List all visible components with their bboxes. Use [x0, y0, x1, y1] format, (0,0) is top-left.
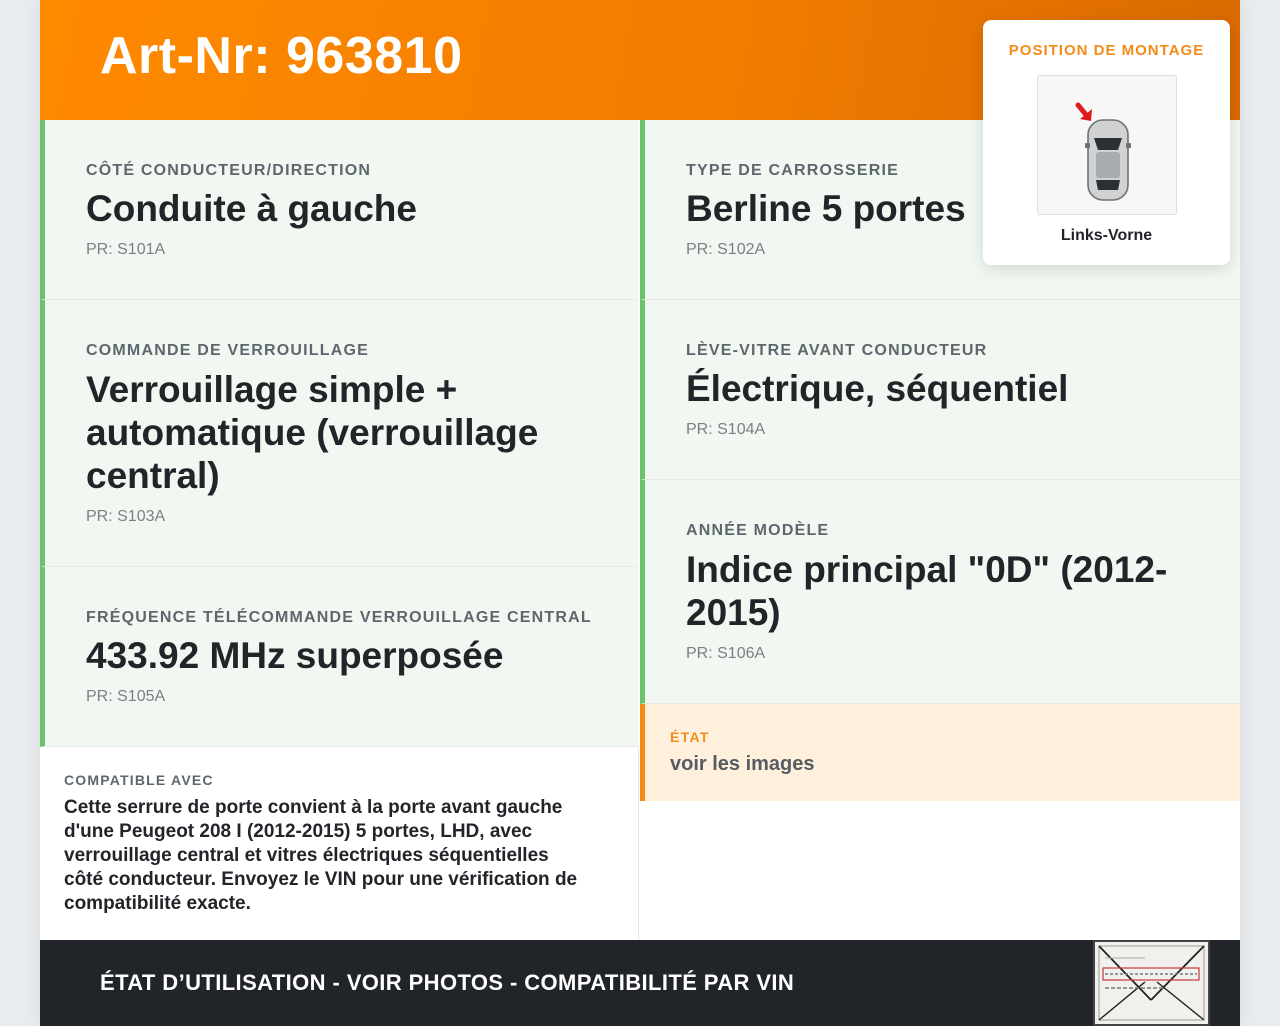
- mounting-position-card: [983, 20, 1230, 265]
- spec-pr-code: PR: S102A: [686, 241, 766, 258]
- mounting-position-label: Links-Vorne: [1060, 227, 1153, 244]
- spec-driver-side: [40, 120, 638, 300]
- spec-label: FRÉQUENCE TÉLÉCOMMANDE VERROUILLAGE CENTRAL: [86, 609, 592, 626]
- spec-pr-code: PR: S104A: [686, 421, 766, 438]
- mounting-position-title: POSITION DE MONTAGE: [1008, 42, 1205, 59]
- spec-value: [86, 368, 538, 497]
- spec-value: [686, 548, 1167, 634]
- spec-value-line: 2015): [686, 592, 781, 633]
- spec-window-lifter: [640, 300, 1240, 480]
- spec-pr-code: PR: S101A: [86, 241, 166, 258]
- condition-box: [640, 704, 1240, 801]
- spec-lock-control: [40, 300, 638, 567]
- compatibility-line: Cette serrure de porte convient à la porte avant gauche: [64, 797, 563, 818]
- spec-remote-frequency: [40, 567, 638, 747]
- spec-value-line: automatique (verrouillage: [86, 412, 539, 453]
- spec-model-year: [640, 480, 1240, 704]
- footer-bar: [40, 940, 1240, 1026]
- spec-pr-code: PR: S105A: [86, 688, 166, 705]
- compatibility-line: compatibilité exacte.: [64, 893, 251, 914]
- arrow-indicator-icon: [1078, 105, 1092, 121]
- spec-value-line: central): [86, 455, 220, 496]
- page-title: Art-Nr: 963810: [100, 27, 463, 85]
- spec-label: TYPE DE CARROSSERIE: [686, 162, 900, 179]
- compatibility-text: [64, 796, 619, 916]
- condition-label: ÉTAT: [670, 729, 710, 745]
- vehicle-document-thumbnail-icon[interactable]: [1093, 940, 1210, 1026]
- spec-pr-code: PR: S103A: [86, 508, 166, 525]
- spec-value: Électrique, séquentiel: [686, 368, 1069, 409]
- car-top-view-icon: [1037, 75, 1177, 215]
- spec-label: CÔTÉ CONDUCTEUR/DIRECTION: [86, 162, 372, 179]
- compatibility-label: COMPATIBLE AVEC: [64, 772, 214, 788]
- compatibility-section: [40, 747, 639, 940]
- compatibility-line: verrouillage central et vitres électriques séquentielles: [64, 845, 549, 866]
- spec-label: ANNÉE MODÈLE: [686, 522, 830, 539]
- spec-value: Berline 5 portes: [686, 188, 966, 229]
- compatibility-line: côté conducteur. Envoyez le VIN pour une vérification de: [64, 869, 578, 890]
- spec-value-line: Verrouillage simple +: [86, 369, 458, 410]
- spec-label: COMMANDE DE VERROUILLAGE: [86, 342, 370, 359]
- compatibility-line: d'une Peugeot 208 I (2012-2015) 5 portes, LHD, avec: [64, 821, 533, 842]
- spec-value: 433.92 MHz superposée: [86, 635, 504, 676]
- spec-value: Conduite à gauche: [86, 188, 417, 229]
- spec-pr-code: PR: S106A: [686, 645, 766, 662]
- condition-value: voir les images: [670, 753, 815, 775]
- footer-text: ÉTAT D’UTILISATION - VOIR PHOTOS - COMPATIBILITÉ PAR VIN: [100, 970, 795, 995]
- product-sheet: [40, 0, 1240, 1026]
- spec-value-line: Indice principal "0D" (2012-: [686, 549, 1168, 590]
- spec-label: LÈVE-VITRE AVANT CONDUCTEUR: [686, 342, 988, 359]
